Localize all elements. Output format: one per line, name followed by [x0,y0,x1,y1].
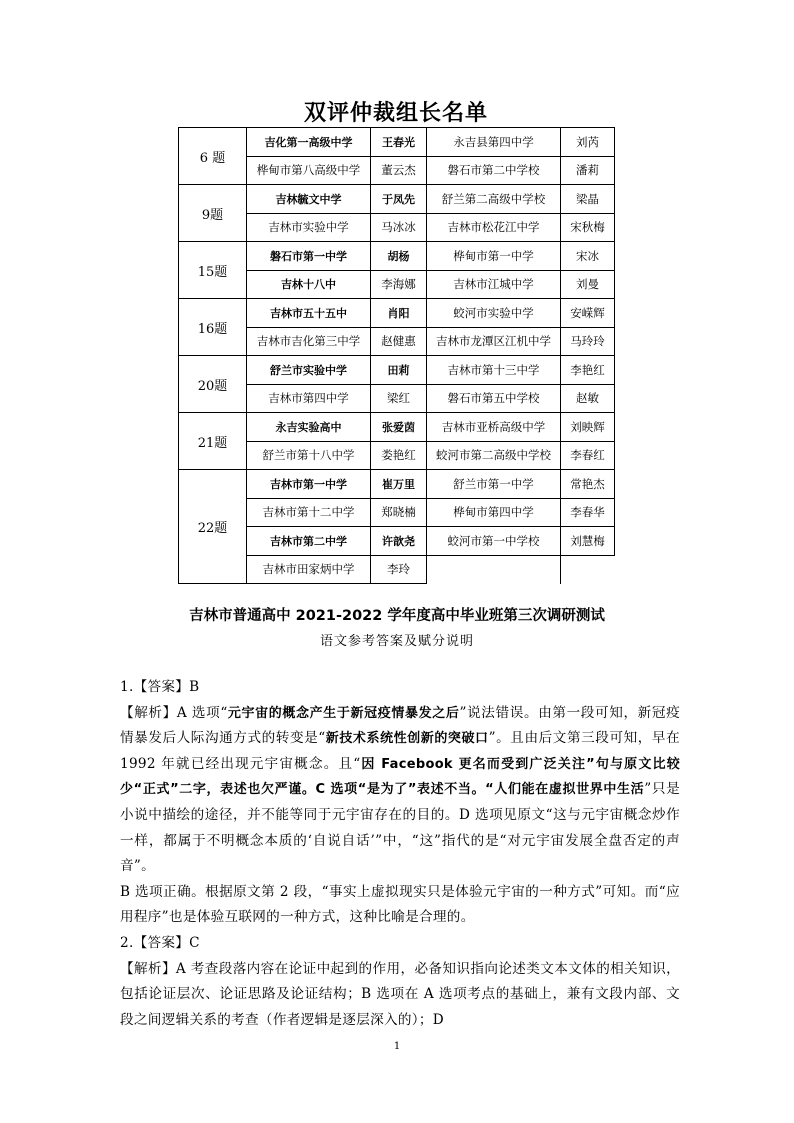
table-row [179,242,615,271]
table-row [179,356,615,385]
analysis-quote: ”句与原文比较少“ [120,756,680,798]
leader-name-cell: 李春红 [561,441,615,470]
analysis-text: 【解析】A 选项“ [120,704,228,721]
leader-name-cell: 张爱茵 [371,413,427,442]
school-cell: 磐石市第一中学 [247,242,371,271]
leader-name-cell: 肖阳 [371,299,427,328]
table-row [179,299,615,328]
page-number: 1 [393,1041,401,1052]
analysis-quote: 新技术系统性创新的突破口 [325,731,489,747]
leader-name-cell: 刘芮 [561,128,615,157]
leader-name-cell: 赵敏 [561,384,615,413]
school-cell: 舒兰市第一中学 [427,470,561,499]
leader-name-cell: 梁红 [371,384,427,413]
answer-1-conclusion: B 选项正确。根据原文第 2 段，“事实上虚拟现实只是体验元宇宙的一种方式”可知。而“应用程序”也是体验互联网的一种方式，这种比喻是合理的。 [120,883,680,926]
school-cell: 吉林市松花江中学 [427,213,561,242]
leader-name-cell: 李海娜 [371,270,427,299]
question-number-cell: 22题 [179,470,247,584]
leader-name-cell: 郑晓楠 [371,498,427,527]
leader-name-cell: 赵健惠 [371,327,427,356]
table-row [179,413,615,442]
question-number-cell: 15题 [179,242,247,299]
school-cell: 蛟河市第一中学校 [427,527,561,556]
table-title-block [178,99,614,127]
table-row [179,128,615,157]
school-cell: 吉林市实验中学 [247,213,371,242]
leader-name-cell: 常艳杰 [561,470,615,499]
leader-name-cell: 潘莉 [561,156,615,185]
question-number-cell: 21题 [179,413,247,470]
school-cell: 桦甸市第四中学 [427,498,561,527]
school-cell: 吉林市江城中学 [427,270,561,299]
analysis-quote: 因 Facebook 更名而受到广泛关注 [360,756,587,772]
leader-name-cell: 田莉 [371,356,427,385]
analysis-quote: 正式 [142,782,171,798]
answer-section [120,675,680,1033]
school-cell: 吉林毓文中学 [247,185,371,214]
analysis-text: ”。且由后文第三段可知，早在 1992 年就已经出现元宇宙概念。且“ [120,730,680,772]
school-cell: 舒兰市实验中学 [247,356,371,385]
school-cell: 蛟河市第二高级中学校 [427,441,561,470]
leader-name-cell: 王春光 [371,128,427,157]
school-cell: 吉林市第二中学 [247,527,371,556]
analysis-text: ”只是小说中描绘的途径，并不能等同于元宇宙存在的目的。D 选项见原文“这与元宇宙概念炒作一样，都属于不明概念本质的‘自说自话’”中，“这”指代的是“对元宇宙发展全盘否定的声音”。 [120,781,680,875]
arbitration-leader-table [178,127,615,584]
leader-name-cell: 马冰冰 [371,213,427,242]
leader-name-cell: 李春华 [561,498,615,527]
school-cell: 吉化第一高级中学 [247,128,371,157]
question-number-cell: 9题 [179,185,247,242]
school-cell: 吉林市亚桥高级中学 [427,413,561,442]
question-number-cell: 6 题 [179,128,247,185]
leader-name-cell: 马玲玲 [561,327,615,356]
leader-name-cell: 董云杰 [371,156,427,185]
answer-2-label: 2.【答案】C [120,934,200,951]
answer-1-label: 1.【答案】B [120,679,200,695]
leader-name-cell: 许歆尧 [371,527,427,556]
document-subtitle: 语文参考答案及赋分说明 [319,634,474,649]
school-cell: 磐石市第二中学校 [427,156,561,185]
table-row [179,185,615,214]
school-cell: 吉林市第一中学 [247,470,371,499]
question-number-cell: 16题 [179,299,247,356]
school-cell: 吉林市龙潭区江机中学 [427,327,561,356]
school-cell: 永吉实验高中 [247,413,371,442]
school-cell: 舒兰市第十八中学 [247,441,371,470]
leader-name-cell: 刘慧梅 [561,527,615,556]
analysis-text: ”说法错误。由第一段可知，新冠疫情暴发后人际沟通方式的转变是“ [120,704,680,747]
school-cell: 桦甸市第八高级中学 [247,156,371,185]
school-cell: 吉林市第十二中学 [247,498,371,527]
analysis-quote: ”二字，表述也欠严谨。C 选项“是为了”表述不当。“ [170,782,495,798]
leader-name-cell: 宋冰 [561,242,615,271]
school-cell: 磐石市第五中学校 [427,384,561,413]
leader-name-cell: 李玲 [371,555,427,584]
leader-name-cell: 崔万里 [371,470,427,499]
school-cell: 蛟河市实验中学 [427,299,561,328]
answer-2-analysis: 【解析】A 考查段落内容在论证中起到的作用，必备知识指向论述类文本文体的相关知识，包括论证层次、论证思路及论证结构；B 选项在 A 选项考点的基础上，兼有文段内部、文段之间逻辑关系的考查（作者逻辑是逐层深入的）；D [120,960,680,1028]
table-title: 双评仲裁组长名单 [303,100,488,126]
leader-name-cell: 娄艳红 [371,441,427,470]
school-cell: 吉林十八中 [247,270,371,299]
school-cell: 桦甸市第一中学 [427,242,561,271]
leader-name-cell: 安嵘辉 [561,299,615,328]
leader-name-cell: 李艳红 [561,356,615,385]
school-cell: 永吉县第四中学 [427,128,561,157]
school-cell: 吉林市五十五中 [247,299,371,328]
question-number-cell: 20题 [179,356,247,413]
school-cell: 吉林市第四中学 [247,384,371,413]
leader-name-cell: 宋秋梅 [561,213,615,242]
school-cell [427,555,561,584]
leader-name-cell [561,555,615,584]
leader-name-cell: 刘曼 [561,270,615,299]
school-cell: 吉林市吉化第三中学 [247,327,371,356]
document-title: 吉林市普通高中 2021-2022 学年度高中毕业班第三次调研测试 [189,608,605,624]
leader-name-cell: 刘映辉 [561,413,615,442]
leader-name-cell: 于凤先 [371,185,427,214]
school-cell: 舒兰第二高级中学校 [427,185,561,214]
leader-name-cell: 胡杨 [371,242,427,271]
analysis-quote: 人们能在虚拟世界中生活 [494,782,645,798]
school-cell: 吉林市田家炳中学 [247,555,371,584]
school-cell: 吉林市第十三中学 [427,356,561,385]
leader-name-cell: 梁晶 [561,185,615,214]
answer-1-analysis [120,701,680,880]
analysis-quote: 元宇宙的概念产生于新冠疫情暴发之后 [227,705,460,721]
table-row [179,470,615,499]
